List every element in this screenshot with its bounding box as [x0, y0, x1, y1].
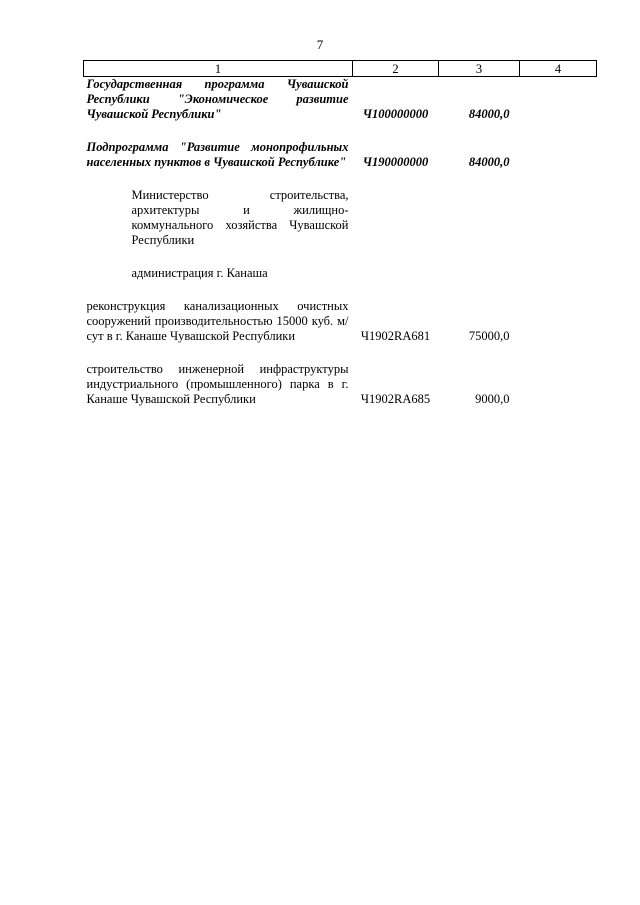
- table-row: [84, 140, 597, 170]
- row-extra: [520, 362, 597, 407]
- row-amount: 84000,0: [468, 155, 510, 169]
- row-description: Министерство строительства, архитектуры и жилищно-коммунального хозяйства Чувашской Республики: [131, 188, 349, 247]
- row-extra: [520, 140, 597, 170]
- row-amount: [439, 188, 520, 248]
- row-amount: [439, 266, 520, 281]
- row-extra: [520, 77, 597, 123]
- row-extra: [520, 188, 597, 248]
- row-extra: [520, 266, 597, 281]
- row-amount: 84000,0: [468, 107, 510, 121]
- table-row: [84, 299, 597, 344]
- column-header-2: 2: [353, 61, 439, 77]
- table-row: [84, 362, 597, 407]
- row-spacer: [84, 248, 597, 266]
- table-row: [84, 77, 597, 123]
- row-code: Ч1902RA685: [360, 392, 431, 406]
- column-header-3: 3: [439, 61, 520, 77]
- row-description: Подпрограмма "Развитие монопрофильных населенных пунктов в Чувашской Республике": [86, 140, 349, 169]
- table-row: [84, 188, 597, 248]
- page-number: 7: [316, 37, 324, 52]
- row-code: Ч100000000: [362, 107, 429, 121]
- row-amount: 9000,0: [475, 392, 510, 406]
- row-description: реконструкция канализационных очистных сооружений производительностью 15000 куб. м/сут в г. Канаше Чувашской Республики: [86, 299, 349, 343]
- row-description: администрация г. Канаша: [131, 266, 268, 280]
- row-spacer: [84, 122, 597, 140]
- row-description: Государственная программа Чувашской Республики "Экономическое развитие Чувашской Республики": [86, 77, 349, 121]
- row-spacer: [84, 281, 597, 299]
- table-row: [84, 266, 597, 281]
- row-code: [353, 188, 439, 248]
- budget-table: [83, 60, 597, 407]
- row-code: [353, 266, 439, 281]
- row-spacer: [84, 170, 597, 188]
- row-description: строительство инженерной инфраструктуры индустриального (промышленного) парка в г. Канаше Чувашской Республики: [86, 362, 349, 406]
- row-amount: 75000,0: [468, 329, 510, 343]
- table-header-row: [84, 61, 597, 77]
- row-spacer: [84, 344, 597, 362]
- row-code: Ч190000000: [362, 155, 429, 169]
- column-header-1: 1: [84, 61, 353, 77]
- column-header-4: 4: [520, 61, 597, 77]
- row-extra: [520, 299, 597, 344]
- row-code: Ч1902RA681: [360, 329, 431, 343]
